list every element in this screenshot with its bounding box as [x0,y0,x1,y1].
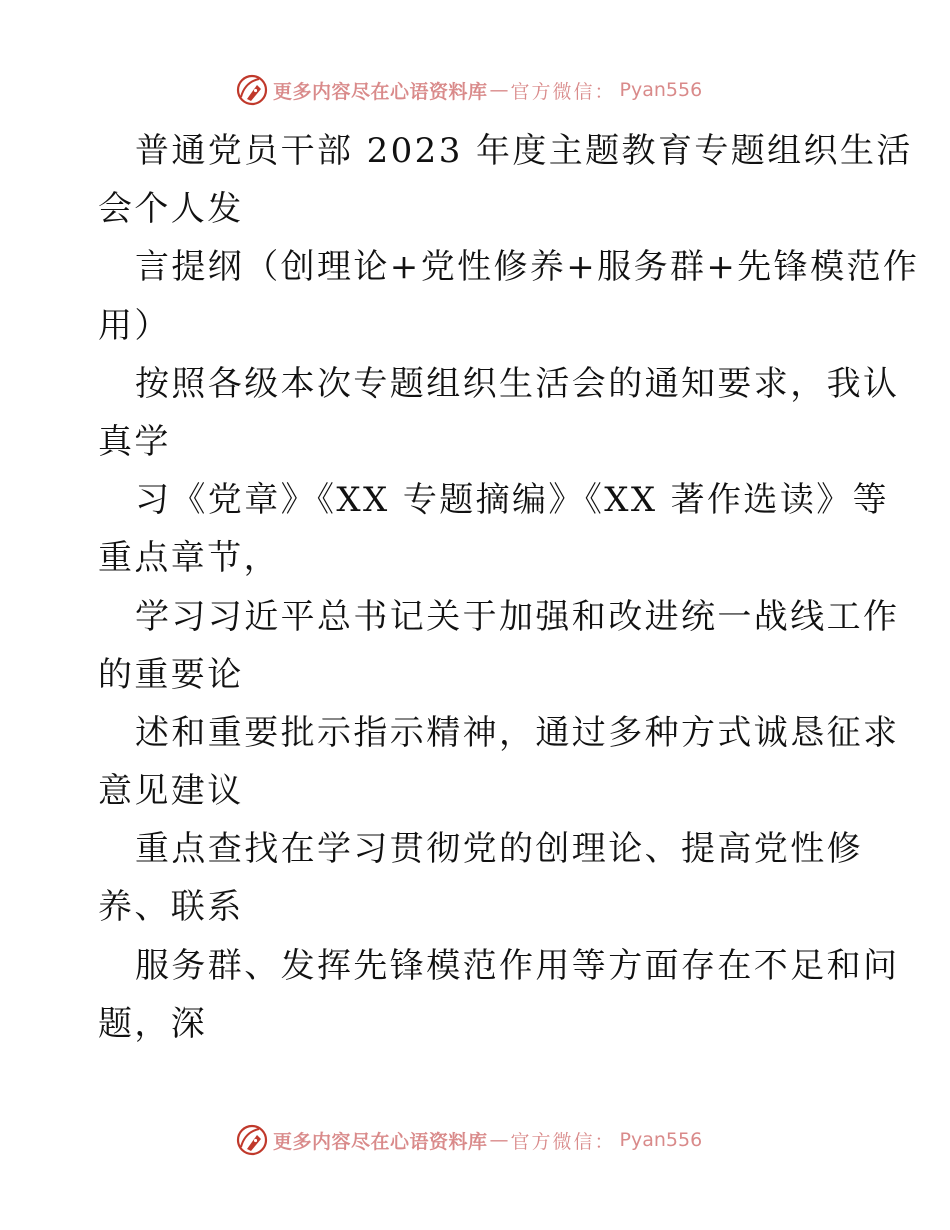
footer-wechat-id: Pyan556 [619,1129,703,1151]
text-line: 服务群、发挥先锋模范作用等方面存在不足和问 [135,945,900,986]
text-line: 学习习近平总书记关于加强和改进统一战线工作 [135,596,900,637]
pen-nib-logo-icon [235,73,269,107]
header-brand-text: 更多内容尽在心语资料库 [273,80,488,103]
text-line: 习《党章》《XX 专题摘编》《XX 著作选读》等 [135,480,890,521]
header-wechat-id: Pyan556 [619,79,703,101]
header-wechat-label: 官方微信： [510,80,616,103]
text-line: 用） [98,305,171,346]
text-line: 重点章节， [98,538,280,579]
header-banner [235,72,755,108]
text-line: 按照各级本次专题组织生活会的通知要求，我认 [135,363,900,404]
pen-nib-logo-icon [235,1123,269,1157]
footer-brand-text: 更多内容尽在心语资料库 [273,1130,488,1153]
header-dash: — [489,79,509,101]
text-line: 言提纲（创理论+党性修养+服务群+先锋模范作 [135,247,920,288]
text-line: 养、联系 [98,887,244,928]
text-line: 意见建议 [98,771,244,812]
footer-dash: — [489,1129,509,1151]
text-line: 普通党员干部 2023 年度主题教育专题组织生活 [135,131,913,171]
document-body [98,122,920,1053]
text-line: 的重要论 [98,654,244,695]
footer-banner [235,1122,755,1158]
text-line: 题，深 [98,1003,208,1044]
text-line: 述和重要批示指示精神，通过多种方式诚恳征求 [135,712,900,753]
text-line: 真学 [98,421,171,462]
text-line: 会个人发 [98,189,244,230]
text-line: 重点查找在学习贯彻党的创理论、提高党性修 [135,829,863,870]
footer-wechat-label: 官方微信： [510,1130,616,1153]
